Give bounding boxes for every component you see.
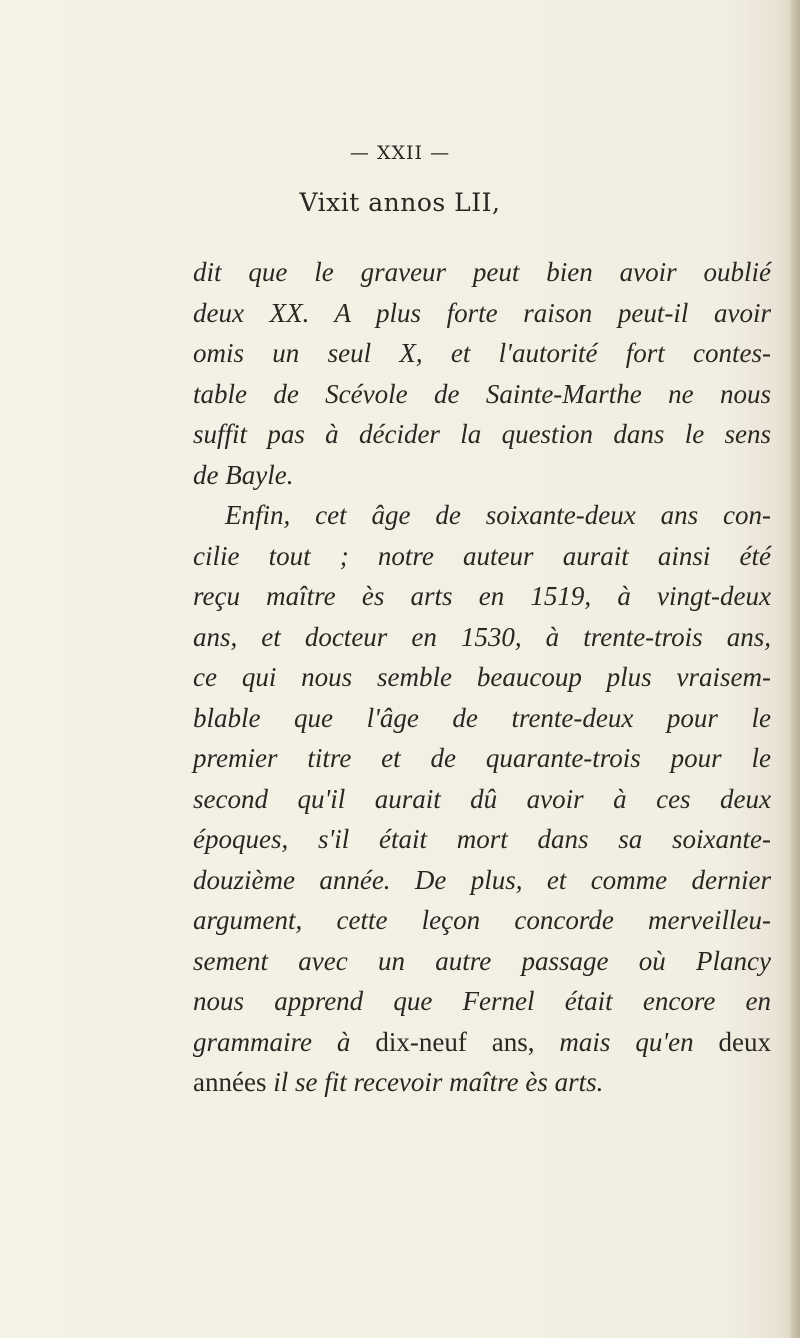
epitaph-heading: Vixit annos LII, (299, 188, 501, 217)
text-span: deux (718, 1026, 771, 1057)
text-line: nous apprend que Fernel était encore en (193, 986, 771, 1016)
text-span: dix-neuf ans, (375, 1026, 535, 1057)
text-line: table de Scévole de Sainte-Marthe ne nous (193, 378, 771, 409)
text-line: suffit pas à décider la question dans le sens (193, 419, 771, 449)
text-span: grammaire à (193, 1026, 351, 1057)
page-number: — XXII — (349, 142, 451, 164)
text-line: Enfin, cet âge de soixante-deux ans con- (225, 500, 771, 530)
text-line: premier titre et de quarante-trois pour le (193, 743, 771, 773)
text-line: deux XX. A plus forte raison peut-il avoir (193, 297, 771, 328)
text-line: époques, s'il était mort dans sa soixante- (193, 824, 771, 854)
text-line: argument, cette leçon concorde merveilleu- (193, 905, 771, 935)
text-line: omis un seul X, et l'autorité fort contes- (193, 338, 771, 368)
text-span: mais qu'en (559, 1026, 694, 1057)
text-line (193, 1062, 771, 1103)
text-line: ce qui nous semble beaucoup plus vraisem- (193, 662, 771, 692)
text-line: dit que le graveur peut bien avoir oublié (193, 257, 771, 287)
text-line: second qu'il aurait dû avoir à ces deux (193, 783, 771, 814)
text-line: douzième année. De plus, et comme dernier (193, 864, 771, 895)
text-line: blable que l'âge de trente-deux pour le (193, 702, 771, 733)
text-line: ans, et docteur en 1530, à trente-trois ans, (193, 621, 771, 652)
text-span: années (193, 1067, 267, 1097)
text-line: cilie tout ; notre auteur aurait ainsi été (193, 540, 771, 571)
body-text (193, 252, 771, 1103)
text-line: sement avec un autre passage où Plancy (193, 945, 771, 976)
text-span: il se fit recevoir maître ès arts. (273, 1067, 604, 1097)
text-line (193, 1022, 771, 1063)
text-line: reçu maître ès arts en 1519, à vingt-deux (193, 581, 771, 611)
text-line: de Bayle. (193, 459, 294, 490)
